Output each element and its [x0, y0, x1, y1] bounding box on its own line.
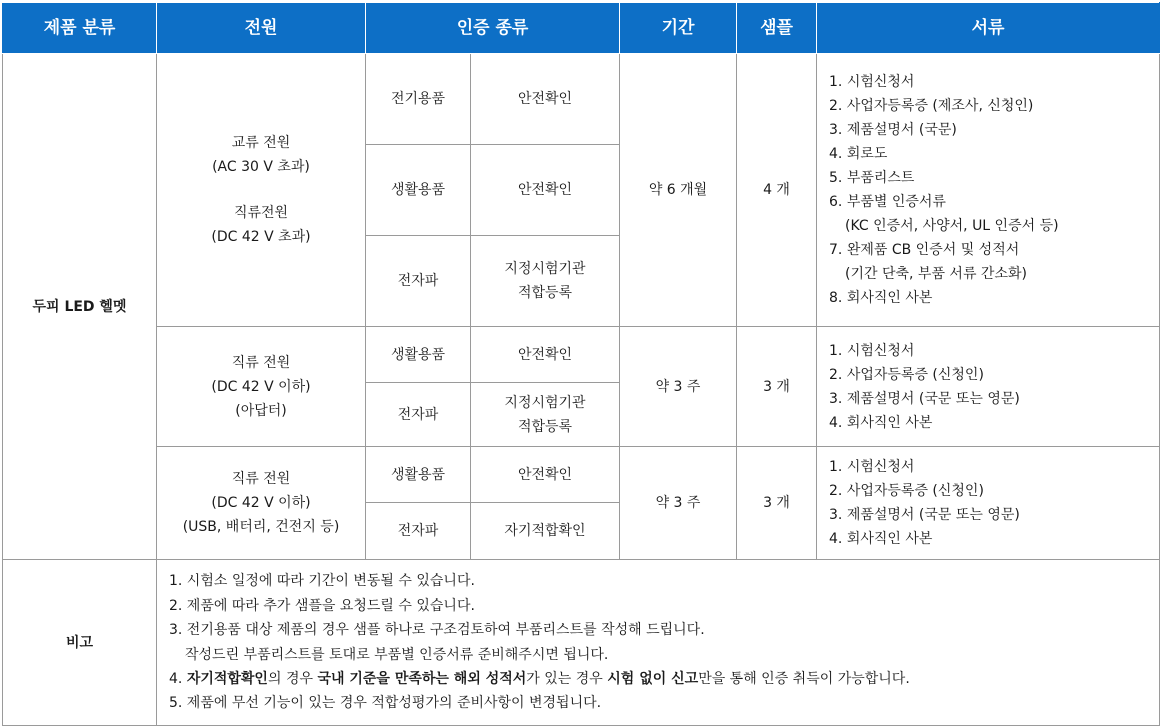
- certification-table: [2, 2, 1160, 726]
- product-name: 두피 LED 헬멧: [3, 54, 157, 560]
- remark-emphasis: 자기적합확인: [186, 670, 268, 687]
- power-line: (USB, 배터리, 건전지 등): [182, 519, 340, 535]
- doc-item: 5. 부품리스트: [829, 170, 915, 186]
- power-cell: [157, 327, 366, 447]
- remarks-row: [3, 560, 1160, 726]
- power-line: 직류전원: [233, 205, 289, 221]
- power-line: 직류 전원: [231, 471, 291, 487]
- doc-item: 2. 사업자등록증 (신청인): [829, 366, 984, 383]
- doc-item: 4. 회사직인 사본: [829, 414, 933, 431]
- doc-item: 3. 제품설명서 (국문 또는 영문): [829, 390, 1020, 407]
- remark-emphasis: 국내 기준을 만족하는 해외 성적서: [317, 670, 527, 687]
- header-category: 제품 분류: [3, 3, 157, 54]
- doc-item: (기간 단축, 부품 서류 간소화): [845, 266, 1027, 282]
- doc-item: (KC 인증서, 사양서, UL 인증서 등): [845, 218, 1059, 234]
- remark-item: 2. 제품에 따라 추가 샘플을 요청드릴 수 있습니다.: [169, 597, 475, 614]
- cert-type: 전기용품: [366, 54, 471, 145]
- docs-list: [817, 54, 1160, 327]
- power-line: (DC 42 V 이하): [211, 495, 311, 511]
- table-row: [3, 447, 1160, 503]
- period-cell: 약 6 개월: [620, 54, 737, 327]
- period-cell: 약 3 주: [620, 327, 737, 447]
- doc-item: 3. 제품설명서 (국문 또는 영문): [829, 507, 1020, 523]
- header-power: 전원: [157, 3, 366, 54]
- doc-item: 4. 회사직인 사본: [829, 531, 933, 547]
- remark-item: 1. 시험소 일정에 따라 기간이 변동될 수 있습니다.: [169, 573, 475, 590]
- sample-cell: 3 개: [737, 327, 817, 447]
- cert-name: 안전확인: [471, 327, 620, 383]
- cert-name: 지정시험기관 적합등록: [471, 236, 620, 327]
- doc-item: 8. 회사직인 사본: [829, 290, 933, 306]
- power-cell: [157, 447, 366, 560]
- power-line: (DC 42 V 이하): [211, 378, 311, 395]
- cert-type: 전자파: [366, 383, 471, 447]
- power-line: (DC 42 V 초과): [211, 229, 311, 245]
- power-line: (AC 30 V 초과): [212, 159, 310, 175]
- remark-emphasis: 시험 없이 신고: [607, 670, 699, 687]
- cert-type: 생활용품: [366, 145, 471, 236]
- cert-name: 지정시험기관 적합등록: [471, 383, 620, 447]
- cert-type: 생활용품: [366, 327, 471, 383]
- doc-item: 1. 시험신청서: [829, 459, 915, 475]
- period-cell: 약 3 주: [620, 447, 737, 560]
- remark-item: 4. 자기적합확인의 경우 국내 기준을 만족하는 해외 성적서가 있는 경우 시험 없이 신고만을 통해 인증 취득이 가능합니다.: [169, 670, 910, 687]
- power-line: 직류 전원: [231, 354, 291, 371]
- remark-item: 작성드린 부품리스트를 토대로 부품별 인증서류 준비해주시면 됩니다.: [185, 646, 609, 663]
- sample-cell: 4 개: [737, 54, 817, 327]
- table-row: [3, 54, 1160, 145]
- cert-name: 안전확인: [471, 447, 620, 503]
- remarks-label: 비고: [3, 560, 157, 726]
- cert-name: 자기적합확인: [471, 503, 620, 560]
- docs-list: [817, 447, 1160, 560]
- cert-name: 안전확인: [471, 54, 620, 145]
- docs-list: [817, 327, 1160, 447]
- doc-item: 2. 사업자등록증 (제조사, 신청인): [829, 98, 1034, 114]
- doc-item: 4. 회로도: [829, 146, 888, 162]
- remark-item: 3. 전기용품 대상 제품의 경우 샘플 하나로 구조검토하여 부품리스트를 작성해 드립니다.: [169, 622, 705, 639]
- power-line: (아답터): [235, 402, 287, 419]
- doc-item: 6. 부품별 인증서류: [829, 194, 946, 210]
- header-docs: 서류: [817, 3, 1160, 54]
- cert-type: 전자파: [366, 503, 471, 560]
- cert-type: 생활용품: [366, 447, 471, 503]
- header-sample: 샘플: [737, 3, 817, 54]
- remarks-list: [157, 560, 1160, 726]
- doc-item: 1. 시험신청서: [829, 342, 915, 359]
- sample-cell: 3 개: [737, 447, 817, 560]
- cert-type: 전자파: [366, 236, 471, 327]
- power-cell: [157, 54, 366, 327]
- cert-name: 안전확인: [471, 145, 620, 236]
- doc-item: 7. 완제품 CB 인증서 및 성적서: [829, 242, 1020, 258]
- doc-item: 3. 제품설명서 (국문): [829, 122, 957, 138]
- doc-item: 2. 사업자등록증 (신청인): [829, 483, 984, 499]
- header-row: [3, 3, 1160, 54]
- header-cert-type: 인증 종류: [366, 3, 620, 54]
- table-row: [3, 327, 1160, 383]
- power-line: 교류 전원: [231, 135, 291, 151]
- remark-item: 5. 제품에 무선 기능이 있는 경우 적합성평가의 준비사항이 변경됩니다.: [169, 695, 602, 712]
- doc-item: 1. 시험신청서: [829, 74, 915, 90]
- header-period: 기간: [620, 3, 737, 54]
